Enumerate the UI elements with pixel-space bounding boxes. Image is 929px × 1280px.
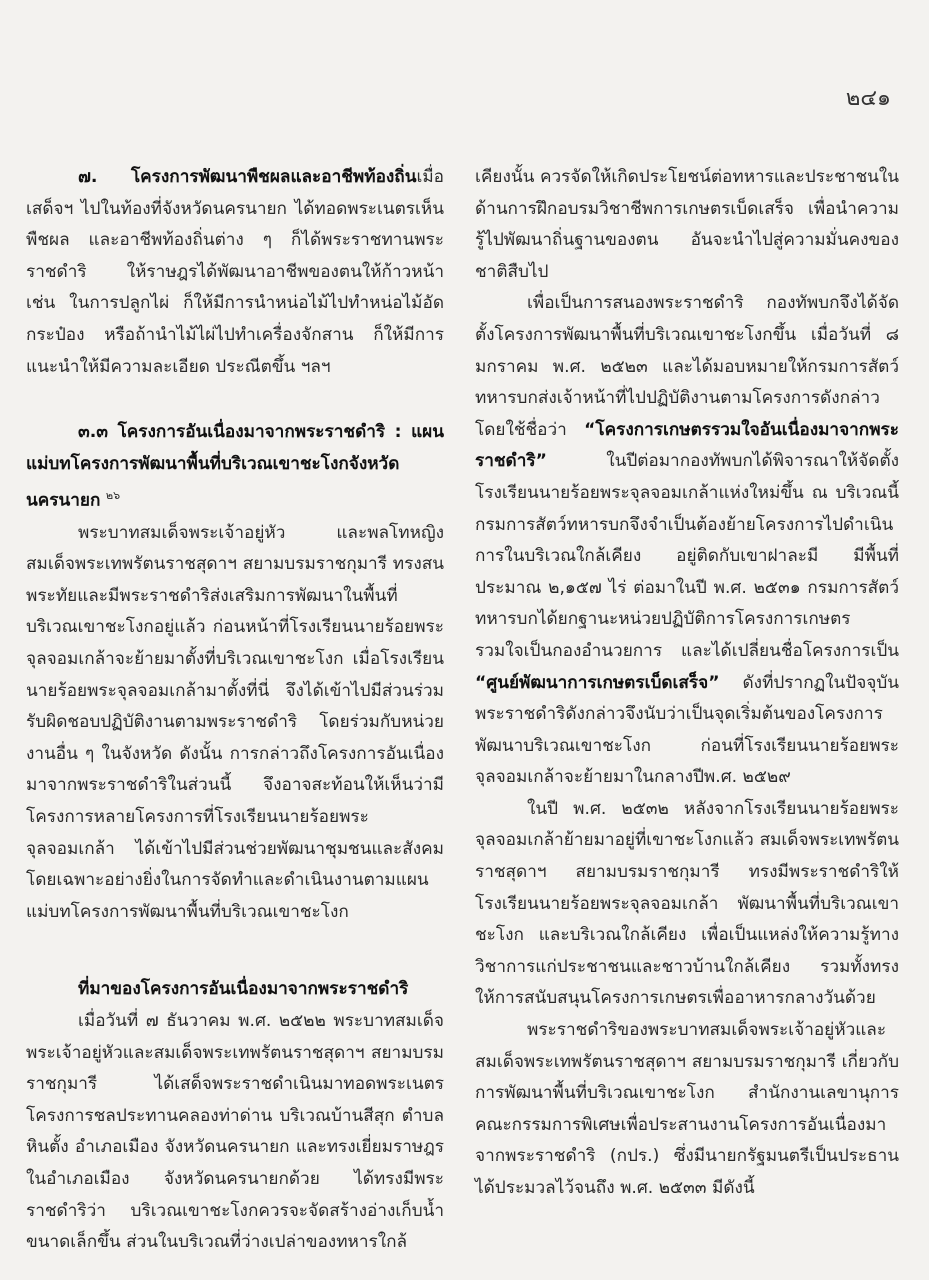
right-column: [475, 162, 899, 1205]
paragraph-royal-visit: เมื่อวันที่ ๗ ธันวาคม พ.ศ. ๒๕๒๒ พระบาทสมเด็จพระเจ้าอยู่หัวและสมเด็จพระเทพรัตนราชสุดาฯ สยามบรมราชกุมารี ได้เสด็จพระราชดำเนินมาทอดพระเนตรโครงการชลประทานคลองท่าด่าน บริเวณบ้านสีสุก ตำบลหินตั้ง อำเภอเมือง จังหวัดนครนายก และทรงเยี่ยมราษฎรในอำเภอเมือง จังหวัดนครนายกด้วย ได้ทรงมีพระราชดำริว่า บริเวณเขาชะโงกควรจะจัดสร้างอ่างเก็บน้ำขนาดเล็กขึ้น ส่วนในบริเวณที่ว่างเปล่าของทหารใกล้: [26, 1010, 444, 1253]
project-name-bold: “โครงการเกษตรรวมใจอันเนื่องมาจากพระราชดำริ”: [475, 419, 899, 472]
paragraph-background: พระบาทสมเด็จพระเจ้าอยู่หัว และพลโทหญิง สมเด็จพระเทพรัตนราชสุดาฯ สยามบรมราชกุมารี ทรงสนพระทัยและมีพระราชดำริส่งเสริมการพัฒนาในพื้นที่บริเวณเขาชะโงกอยู่แล้ว ก่อนหน้าที่โรงเรียนนายร้อยพระจุลจอมเกล้าจะย้ายมาตั้งที่บริเวณเขาชะโงก เมื่อโรงเรียนนายร้อยพระจุลจอมเกล้ามาตั้งที่นี่ จึงได้เข้าไปมีส่วนร่วมรับผิดชอบปฏิบัติงานตามพระราชดำริ โดยร่วมกับหน่วยงานอื่น ๆ ในจังหวัด ดังนั้น การกล่าวถึงโครงการอันเนื่องมาจากพระราชดำริในส่วนนี้ จึงอาจสะท้อนให้เห็นว่ามีโครงการหลายโครงการที่โรงเรียนนายร้อยพระจุลจอมเกล้า ได้เข้าไปมีส่วนช่วยพัฒนาชุมชนและสังคม โดยเฉพาะอย่างยิ่งในการจัดทำและดำเนินงานตามแผนแม่บทโครงการพัฒนาพื้นที่บริเวณเขาชะโงก: [26, 522, 444, 922]
footnote-marker: ๒๖: [105, 489, 121, 503]
left-column: [26, 162, 444, 1259]
paragraph-local-crops: [26, 162, 444, 383]
subheading: [26, 974, 444, 1006]
paragraph-continuation: เคียงนั้น ควรจัดให้เกิดประโยชน์ต่อทหารและประชาชนในด้านการฝึกอบรมวิชาชีพการเกษตรเบ็ดเสร็จ เพื่อนำความรู้ไปพัฒนาถิ่นฐานของตน อันจะนำไปสู่ความมั่นคงของชาติสืบไป: [475, 167, 899, 282]
center-name-bold: “ศูนย์พัฒนาการเกษตรเบ็ดเสร็จ”: [475, 672, 720, 693]
paragraph-royal-initiatives: พระราชดำริของพระบาทสมเด็จพระเจ้าอยู่หัวและสมเด็จพระเทพรัตนราชสุดาฯ สยามบรมราชกุมารี เกี่ยวกับการพัฒนาพื้นที่บริเวณเขาชะโงก สำนักงานเลขานุการคณะกรรมการพิเศษเพื่อประสานงานโครงการอันเนื่องมาจากพระราชดำริ (กปร.) ซึ่งมีนายกรัฐมนตรีเป็นประธาน ได้ประมวลไว้จนถึง พ.ศ. ๒๕๓๓ มีดังนี้: [475, 1020, 899, 1198]
section-heading-text: ๓.๓ โครงการอันเนื่องมาจากพระราชดำริ : แผนแม่บทโครงการพัฒนาพื้นที่บริเวณเขาชะโงกจังหวัดนครนายก: [26, 422, 444, 512]
paragraph-text: เพื่อเป็นการสนองพระราชดำริ กองทัพบกจึงได้จัดตั้งโครงการพัฒนาพื้นที่บริเวณเขาชะโงกขึ้น เมื่อวันที่ ๘ มกราคม พ.ศ. ๒๕๒๓ และได้มอบหมายให้กรมการสัตว์ทหารบกส่งเจ้าหน้าที่ไปปฏิบัติงานตามโครงการดังกล่าว โดยใช้ชื่อว่า: [475, 293, 899, 440]
item-heading: ๗. โครงการพัฒนาพืชผลและอาชีพท้องถิ่น: [78, 167, 417, 187]
section-heading: [26, 417, 444, 518]
paragraph-academy-move: ในปี พ.ศ. ๒๕๓๒ หลังจากโรงเรียนนายร้อยพระจุลจอมเกล้าย้ายมาอยู่ที่เขาชะโงกแล้ว สมเด็จพระเทพรัตนราชสุดาฯ สยามบรมราชกุมารี ทรงมีพระราชดำริให้โรงเรียนนายร้อยพระจุลจอมเกล้า พัฒนาพื้นที่บริเวณเขาชะโงก และบริเวณใกล้เคียง เพื่อเป็นแหล่งให้ความรู้ทางวิชาการแก่ประชาชนและชาวบ้านใกล้เคียง รวมทั้งทรงให้การสนับสนุนโครงการเกษตรเพื่ออาหารกลางวันด้วย: [475, 798, 899, 1009]
subheading-text: ที่มาของโครงการอันเนื่องมาจากพระราชดำริ: [78, 979, 409, 1000]
paragraph-text: ดังที่ปรากฏในปัจจุบัน พระราชดำริดังกล่าวจึงนับว่าเป็นจุดเริ่มต้นของโครงการพัฒนาบริเวณเขาชะโงก ก่อนที่โรงเรียนนายร้อยพระจุลจอมเกล้าจะย้ายมาในกลางปีพ.ศ. ๒๕๒๙: [475, 672, 899, 788]
page-number: ๒๔๑: [845, 86, 891, 111]
paragraph-army-project: [475, 288, 899, 794]
paragraph-text: เมื่อเสด็จฯ ไปในท้องที่จังหวัดนครนายก ได้ทอดพระเนตรเห็นพืชผล และอาชีพท้องถิ่นต่าง ๆ ก็ได้พระราชทานพระราชดำริ ให้ราษฎรได้พัฒนาอาชีพของตนให้ก้าวหน้า เช่น ในการปลูกไผ่ ก็ให้มีการนำหน่อไม้ไปทำหน่อไม้อัดกระป๋อง หรือถ้านำไม้ไผ่ไปทำเครื่องจักสาน ก็ให้มีการแนะนำให้มีความละเอียด ประณีตขึ้น ฯลฯ: [26, 167, 444, 377]
paragraph-text: ในปีต่อมากองทัพบกได้พิจารณาให้จัดตั้งโรงเรียนนายร้อยพระจุลจอมเกล้าแห่งใหม่ขึ้น ณ บริเวณนี้ กรมการสัตว์ทหารบกจึงจำเป็นต้องย้ายโครงการไปดำเนินการในบริเวณใกล้เคียง อยู่ติดกับเขาฝาละมี มีพื้นที่ประมาณ ๒,๑๕๗ ไร่ ต่อมาในปี พ.ศ. ๒๕๓๑ กรมการสัตว์ทหารบกได้ยกฐานะหน่วยปฏิบัติการโครงการเกษตรรวมใจเป็นกองอำนวยการ และได้เปลี่ยนชื่อโครงการเป็น: [475, 451, 899, 661]
